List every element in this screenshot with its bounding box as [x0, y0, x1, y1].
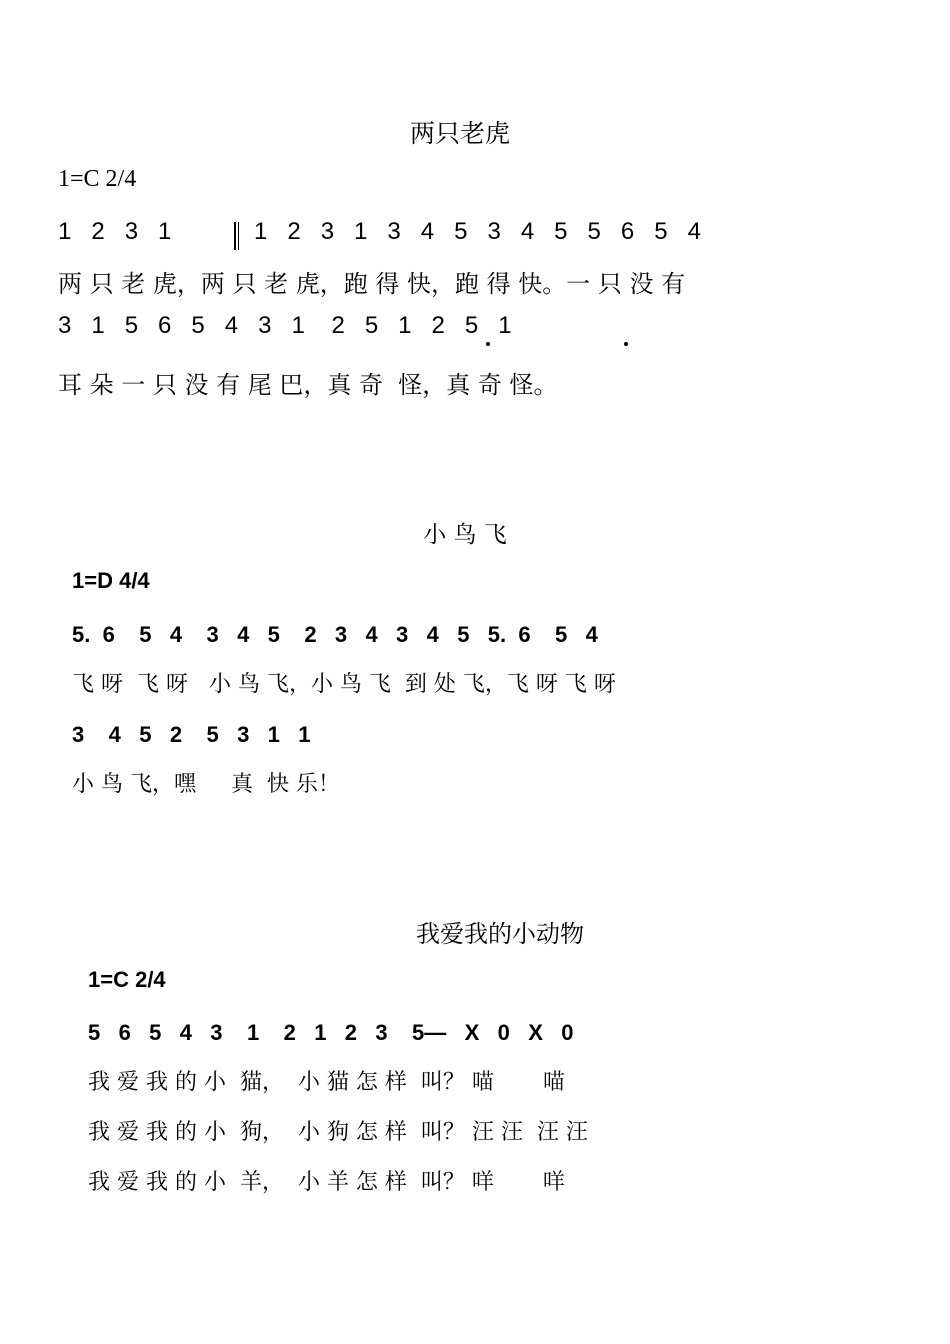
lyrics-line: 飞 呀 飞 呀 小 鸟 飞，小 鸟 飞 到 处 飞，飞 呀 飞 呀: [72, 672, 616, 697]
lyrics-line: 小 鸟 飞，嘿 真 快 乐！: [72, 772, 340, 797]
song-title: 我爱我的小动物: [416, 920, 584, 948]
low-octave-dot: [486, 342, 490, 346]
notation-line: 3 1 5 6 5 4 3 1 2 5 1 2 5 1: [58, 312, 512, 339]
lyrics-line: 耳 朵 一 只 没 有 尾 巴，真 奇 怪，真 奇 怪。: [58, 371, 558, 399]
repeat-barline: [234, 222, 239, 250]
lyrics-line: 我 爱 我 的 小 猫， 小 猫 怎 样 叫？ 喵 喵: [88, 1070, 565, 1095]
lyrics-line: 两 只 老 虎，两 只 老 虎，跑 得 快，跑 得 快。一 只 没 有: [58, 270, 686, 298]
notation-line: 1 2 3 1 3 4 5 3 4 5 5 6 5 4: [254, 218, 701, 245]
song-title: 小 鸟 飞: [423, 522, 507, 548]
notation-line: 5. 6 5 4 3 4 5 2 3 4 3 4 5 5. 6 5 4: [72, 622, 598, 647]
lyrics-line: 我 爱 我 的 小 狗， 小 狗 怎 样 叫？ 汪 汪 汪 汪: [88, 1120, 588, 1145]
notation-line: 5 6 5 4 3 1 2 1 2 3 5— X 0 X 0: [88, 1020, 574, 1045]
key-signature: 1=C 2/4: [88, 967, 166, 992]
notation-line: 3 4 5 2 5 3 1 1: [72, 722, 311, 747]
notation-line: 1 2 3 1: [58, 218, 172, 245]
key-signature: 1=C 2/4: [58, 166, 137, 192]
song-title: 两只老虎: [409, 119, 510, 148]
key-signature: 1=D 4/4: [72, 568, 150, 593]
low-octave-dot: [624, 342, 628, 346]
lyrics-line: 我 爱 我 的 小 羊， 小 羊 怎 样 叫？ 咩 咩: [88, 1170, 565, 1195]
